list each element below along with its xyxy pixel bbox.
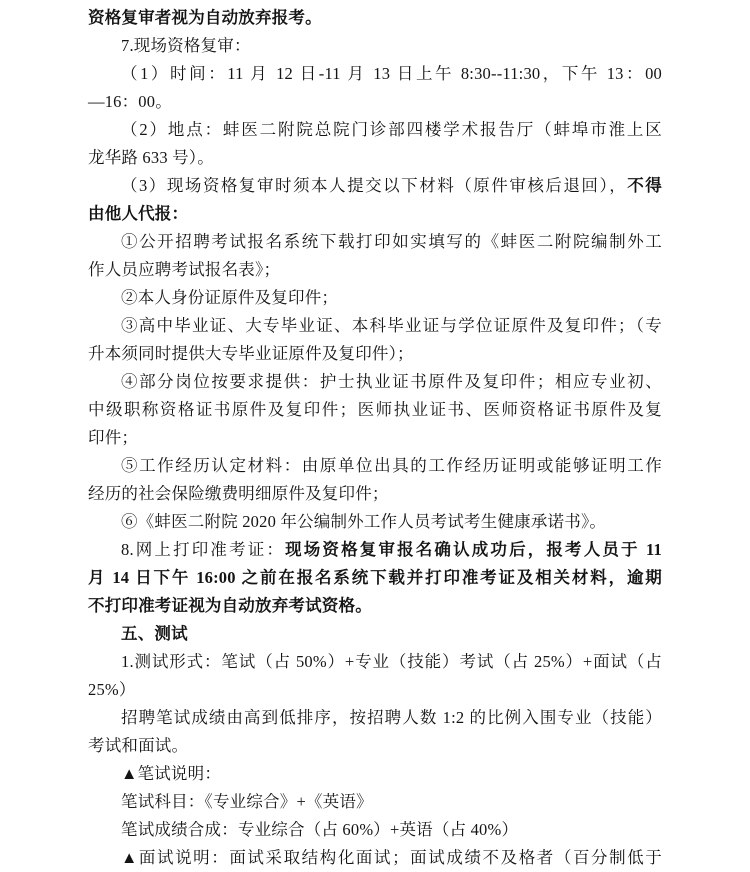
text-segment: ④部分岗位按要求提供：护士执业证书原件及复印件；相应专业初、 — [121, 372, 662, 391]
text-line — [88, 172, 662, 200]
text-line — [88, 844, 662, 872]
bold-text-segment: 五、测试 — [121, 624, 188, 643]
text-segment: 印件； — [88, 428, 139, 447]
text-line — [88, 340, 662, 368]
text-segment: 龙华路 633 号）。 — [88, 148, 214, 167]
text-line — [88, 144, 662, 172]
text-segment: ▲面试说明：面试采取结构化面试；面试成绩不及格者（百分制低于 — [121, 848, 662, 867]
text-segment: 经历的社会保险缴费明细原件及复印件； — [88, 484, 389, 503]
text-segment: 7.现场资格复审： — [121, 36, 251, 55]
text-segment: （1）时间：11 月 12 日-11 月 13 日上午 8:30--11:30，下午 13：00 — [121, 64, 662, 83]
bold-text-segment: 月 14 日下午 16:00 之前在报名系统下载并打印准考证及相关材料，逾期 — [88, 568, 662, 587]
text-line — [88, 592, 662, 620]
text-segment: ②本人身份证原件及复印件； — [121, 288, 339, 307]
text-line — [88, 284, 662, 312]
text-segment: 笔试科目：《专业综合》+《英语》 — [121, 792, 373, 811]
bold-text-segment: 由他人代报： — [88, 204, 189, 223]
text-line — [88, 760, 662, 788]
document-body — [88, 4, 662, 872]
text-segment: 1.测试形式：笔试（占 50%）+专业（技能）考试（占 25%）+面试（占 — [121, 652, 662, 671]
text-segment: （3）现场资格复审时须本人提交以下材料（原件审核后退回）， — [121, 176, 628, 195]
text-segment: —16：00。 — [88, 92, 172, 111]
text-segment: 25%） — [88, 680, 136, 699]
bold-text-segment: 不打印准考证视为自动放弃考试资格。 — [88, 596, 372, 615]
text-line — [88, 732, 662, 760]
text-line — [88, 676, 662, 704]
text-line — [88, 704, 662, 732]
text-segment: 中级职称资格证书原件及复印件；医师执业证书、医师资格证书原件及复 — [88, 400, 662, 419]
text-line — [88, 312, 662, 340]
text-segment: 升本须同时提供大专毕业证原件及复印件）； — [88, 344, 414, 363]
text-line — [88, 256, 662, 284]
text-line — [88, 648, 662, 676]
text-line — [88, 788, 662, 816]
text-line — [88, 368, 662, 396]
text-line — [88, 564, 662, 592]
text-segment: ③高中毕业证、大专毕业证、本科毕业证与学位证原件及复印件；（专 — [121, 316, 662, 335]
text-segment: 招聘笔试成绩由高到低排序，按招聘人数 1:2 的比例入围专业（技能） — [121, 708, 662, 727]
text-line — [88, 620, 662, 648]
bold-text-segment: 资格复审者视为自动放弃报考。 — [88, 8, 322, 27]
text-line — [88, 508, 662, 536]
text-line — [88, 4, 662, 32]
bold-text-segment: 现场资格复审报名确认成功后，报考人员于 11 — [285, 540, 663, 559]
text-segment: 作人员应聘考试报名表》； — [88, 260, 281, 279]
text-line — [88, 424, 662, 452]
text-line — [88, 60, 662, 88]
text-line — [88, 452, 662, 480]
text-line — [88, 816, 662, 844]
text-segment: 8.网上打印准考证： — [121, 540, 286, 559]
text-line — [88, 32, 662, 60]
text-segment: 笔试成绩合成：专业综合（占 60%）+英语（占 40%） — [121, 820, 519, 839]
text-segment: （2）地点：蚌医二附院总院门诊部四楼学术报告厅（蚌埠市淮上区 — [121, 120, 662, 139]
text-segment: ⑥《蚌医二附院 2020 年公编制外工作人员考试考生健康承诺书》。 — [121, 512, 607, 531]
text-segment: ▲笔试说明： — [121, 764, 222, 783]
text-segment: 考试和面试。 — [88, 736, 189, 755]
text-line — [88, 396, 662, 424]
text-line — [88, 536, 662, 564]
text-line — [88, 88, 662, 116]
text-segment: ①公开招聘考试报名系统下载打印如实填写的《蚌医二附院编制外工 — [121, 232, 662, 251]
text-line — [88, 480, 662, 508]
text-line — [88, 228, 662, 256]
bold-text-segment: 不得 — [627, 176, 662, 195]
text-segment: ⑤工作经历认定材料：由原单位出具的工作经历证明或能够证明工作 — [121, 456, 662, 475]
text-line — [88, 116, 662, 144]
text-line — [88, 200, 662, 228]
